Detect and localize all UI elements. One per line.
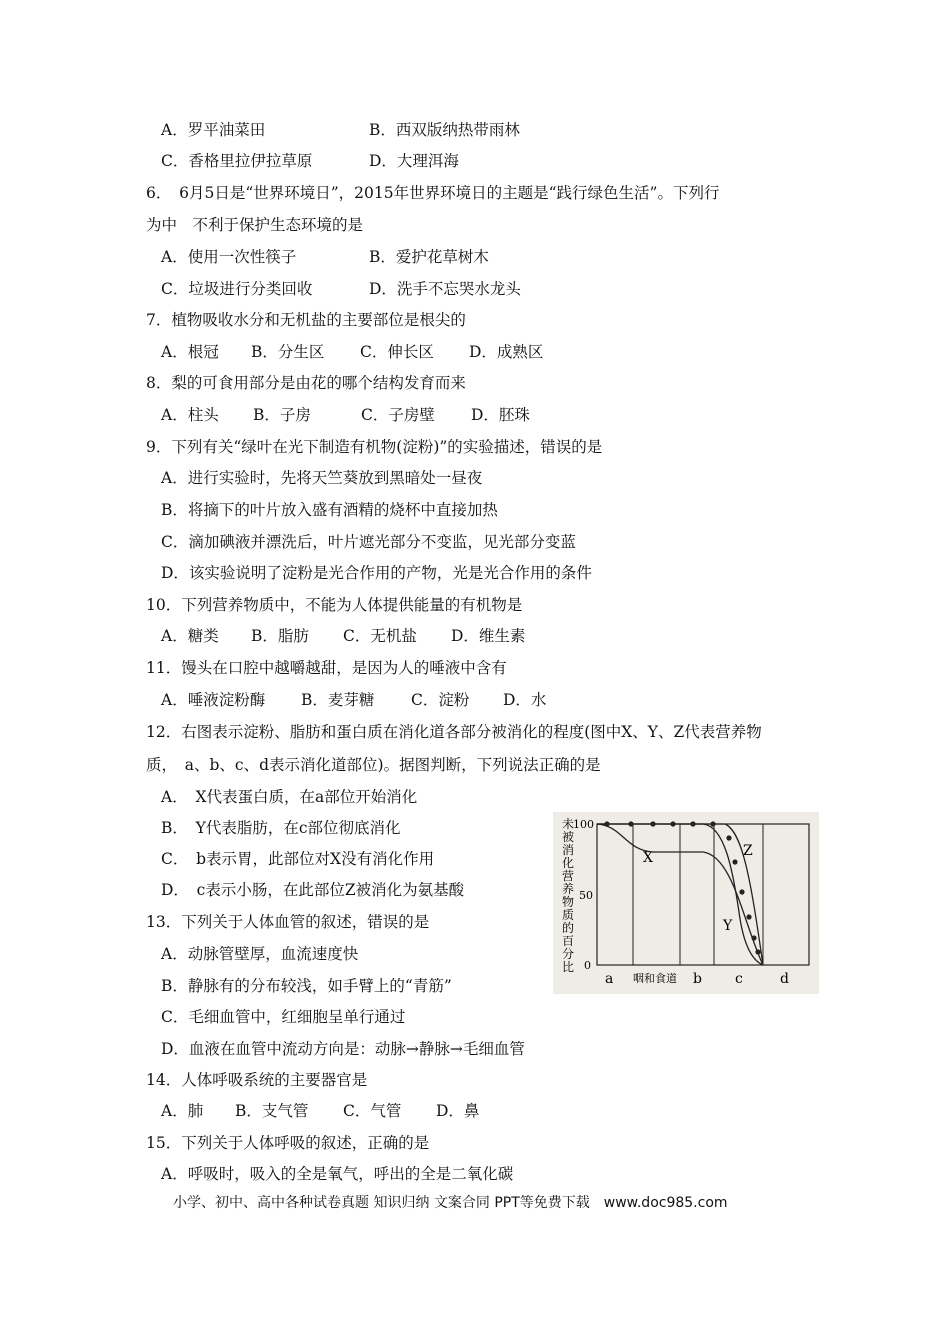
q12-option-a: A． X代表蛋白质，在a部位开始消化 xyxy=(161,788,418,806)
q10-option-c: C．无机盐 xyxy=(343,627,417,645)
y-axis-label xyxy=(562,816,574,974)
y-tick-100: 100 xyxy=(573,818,594,831)
z-dot xyxy=(690,821,695,826)
y-label-char: 被 xyxy=(562,830,575,844)
y-label-char: 化 xyxy=(562,856,575,870)
q10-option-a: A．糖类 xyxy=(161,627,219,645)
q7-option-c: C．伸长区 xyxy=(360,343,434,361)
q7-stem: 7．植物吸收水分和无机盐的主要部位是根尖的 xyxy=(146,311,466,329)
digestion-chart xyxy=(553,812,819,994)
curve-label-x: X xyxy=(643,850,653,866)
q5-option-d: D．大理洱海 xyxy=(369,152,459,170)
q13-option-b: B．静脉有的分布较浅，如手臂上的“青筋” xyxy=(161,977,452,995)
y-label-char: 分 xyxy=(562,947,575,961)
q7-option-d: D．成熟区 xyxy=(469,343,544,361)
q14-stem: 14．人体呼吸系统的主要器官是 xyxy=(146,1071,368,1089)
q9-option-a: A．进行实验时，先将天竺葵放到黑暗处一昼夜 xyxy=(161,469,483,487)
x-label-a: a xyxy=(605,971,614,987)
y-tick-0: 0 xyxy=(584,959,591,972)
q7-option-b: B．分生区 xyxy=(251,343,325,361)
page-footer: 小学、初中、高中各种试卷真题 知识归纳 文案合同 PPT等免费下载 www.doc985.com xyxy=(173,1195,728,1211)
q10-stem: 10．下列营养物质中，不能为人体提供能量的有机物是 xyxy=(146,596,523,614)
z-dot xyxy=(710,821,715,826)
z-dot xyxy=(650,821,655,826)
y-label-char: 养 xyxy=(562,882,575,896)
z-dot xyxy=(670,821,675,826)
z-dot xyxy=(746,914,751,919)
curve-label-y: Y xyxy=(723,918,733,934)
y-label-char: 营 xyxy=(562,869,575,883)
y-label-char: 比 xyxy=(562,960,575,974)
q11-option-d: D．水 xyxy=(503,691,547,709)
q11-stem: 11．馒头在口腔中越嚼越甜，是因为人的唾液中含有 xyxy=(146,659,507,677)
z-dot xyxy=(726,835,731,840)
y-label-char: 的 xyxy=(562,921,575,935)
y-label-char: 百 xyxy=(562,934,575,948)
q11-option-c: C．淀粉 xyxy=(411,691,470,709)
q14-option-a: A．肺 xyxy=(161,1102,204,1120)
q8-option-c: C．子房壁 xyxy=(361,406,435,424)
q6-option-a: A．使用一次性筷子 xyxy=(161,248,297,266)
q11-option-b: B．麦芽糖 xyxy=(301,691,375,709)
x-label-c: c xyxy=(735,971,743,987)
z-dot xyxy=(739,889,744,894)
q6-stem-line1: 6． 6月5日是“世界环境日”，2015年世界环境日的主题是“践行绿色生活”。下列行 xyxy=(146,184,720,202)
q8-stem: 8．梨的可食用部分是由花的哪个结构发育而来 xyxy=(146,374,466,392)
q10-option-b: B．脂肪 xyxy=(251,627,309,645)
x-label-d: d xyxy=(780,971,789,987)
q12-option-b: B． Y代表脂肪，在c部位彻底消化 xyxy=(161,819,401,837)
q5-option-b: B．西双版纳热带雨林 xyxy=(369,121,520,139)
curve-label-z: Z xyxy=(743,843,753,859)
q9-option-c: C．滴加碘液并漂洗后，叶片遮光部分不变监，见光部分变蓝 xyxy=(161,533,576,551)
q12-stem-line2: 质， a、b、c、d表示消化道部位)。据图判断，下列说法正确的是 xyxy=(146,756,601,774)
q6-option-c: C．垃圾进行分类回收 xyxy=(161,280,313,298)
q6-option-d: D．洗手不忘哭水龙头 xyxy=(369,280,521,298)
q5-option-a: A．罗平油菜田 xyxy=(161,121,266,139)
z-dot xyxy=(732,859,737,864)
q12-option-c: C． b表示胃，此部位对X没有消化作用 xyxy=(161,850,435,868)
q8-option-a: A．柱头 xyxy=(161,406,219,424)
q15-option-a: A．呼吸时，吸入的全是氧气，呼出的全是二氧化碳 xyxy=(161,1165,514,1183)
z-dot xyxy=(628,821,633,826)
x-label-b: b xyxy=(693,971,702,987)
y-label-char: 质 xyxy=(562,908,575,922)
q8-option-d: D．胚珠 xyxy=(471,406,530,424)
q14-option-b: B．支气管 xyxy=(235,1102,309,1120)
q13-option-d: D．血液在血管中流动方向是：动脉→静脉→毛细血管 xyxy=(161,1040,525,1058)
q14-option-c: C．气管 xyxy=(343,1102,402,1120)
q13-stem: 13．下列关于人体血管的叙述，错误的是 xyxy=(146,913,430,931)
q9-option-d: D．该实验说明了淀粉是光合作用的产物，光是光合作用的条件 xyxy=(161,564,592,582)
q10-option-d: D．维生素 xyxy=(451,627,526,645)
q9-stem: 9．下列有关“绿叶在光下制造有机物(淀粉)”的实验描述，错误的是 xyxy=(146,438,603,456)
q11-option-a: A．唾液淀粉酶 xyxy=(161,691,266,709)
y-label-char: 未 xyxy=(562,817,575,831)
q15-stem: 15．下列关于人体呼吸的叙述，正确的是 xyxy=(146,1134,430,1152)
q9-option-b: B．将摘下的叶片放入盛有酒精的烧杯中直接加热 xyxy=(161,501,498,519)
q5-option-c: C．香格里拉伊拉草原 xyxy=(161,152,313,170)
q12-option-d: D． c表示小肠，在此部位Z被消化为氨基酸 xyxy=(161,881,465,899)
y-label-char: 物 xyxy=(562,895,575,909)
q6-stem-line2: 为中 不利于保护生态环境的是 xyxy=(146,216,364,234)
digestion-figure xyxy=(553,812,819,994)
z-dot xyxy=(604,821,609,826)
q6-option-b: B．爱护花草树木 xyxy=(369,248,489,266)
q13-option-a: A．动脉管壁厚，血流速度快 xyxy=(161,945,359,963)
z-dot xyxy=(755,949,760,954)
q8-option-b: B．子房 xyxy=(253,406,311,424)
y-label-char: 消 xyxy=(562,843,575,857)
x-label-pharynx: 咽和食道 xyxy=(633,972,677,985)
q14-option-d: D．鼻 xyxy=(436,1102,480,1120)
z-dot xyxy=(751,935,756,940)
q12-stem-line1: 12．右图表示淀粉、脂肪和蛋白质在消化道各部分被消化的程度(图中X、Y、Z代表营养物 xyxy=(146,723,762,741)
plot-frame xyxy=(597,824,809,965)
q7-option-a: A．根冠 xyxy=(161,343,219,361)
q13-option-c: C．毛细血管中，红细胞呈单行通过 xyxy=(161,1008,406,1026)
y-tick-50: 50 xyxy=(579,889,593,902)
